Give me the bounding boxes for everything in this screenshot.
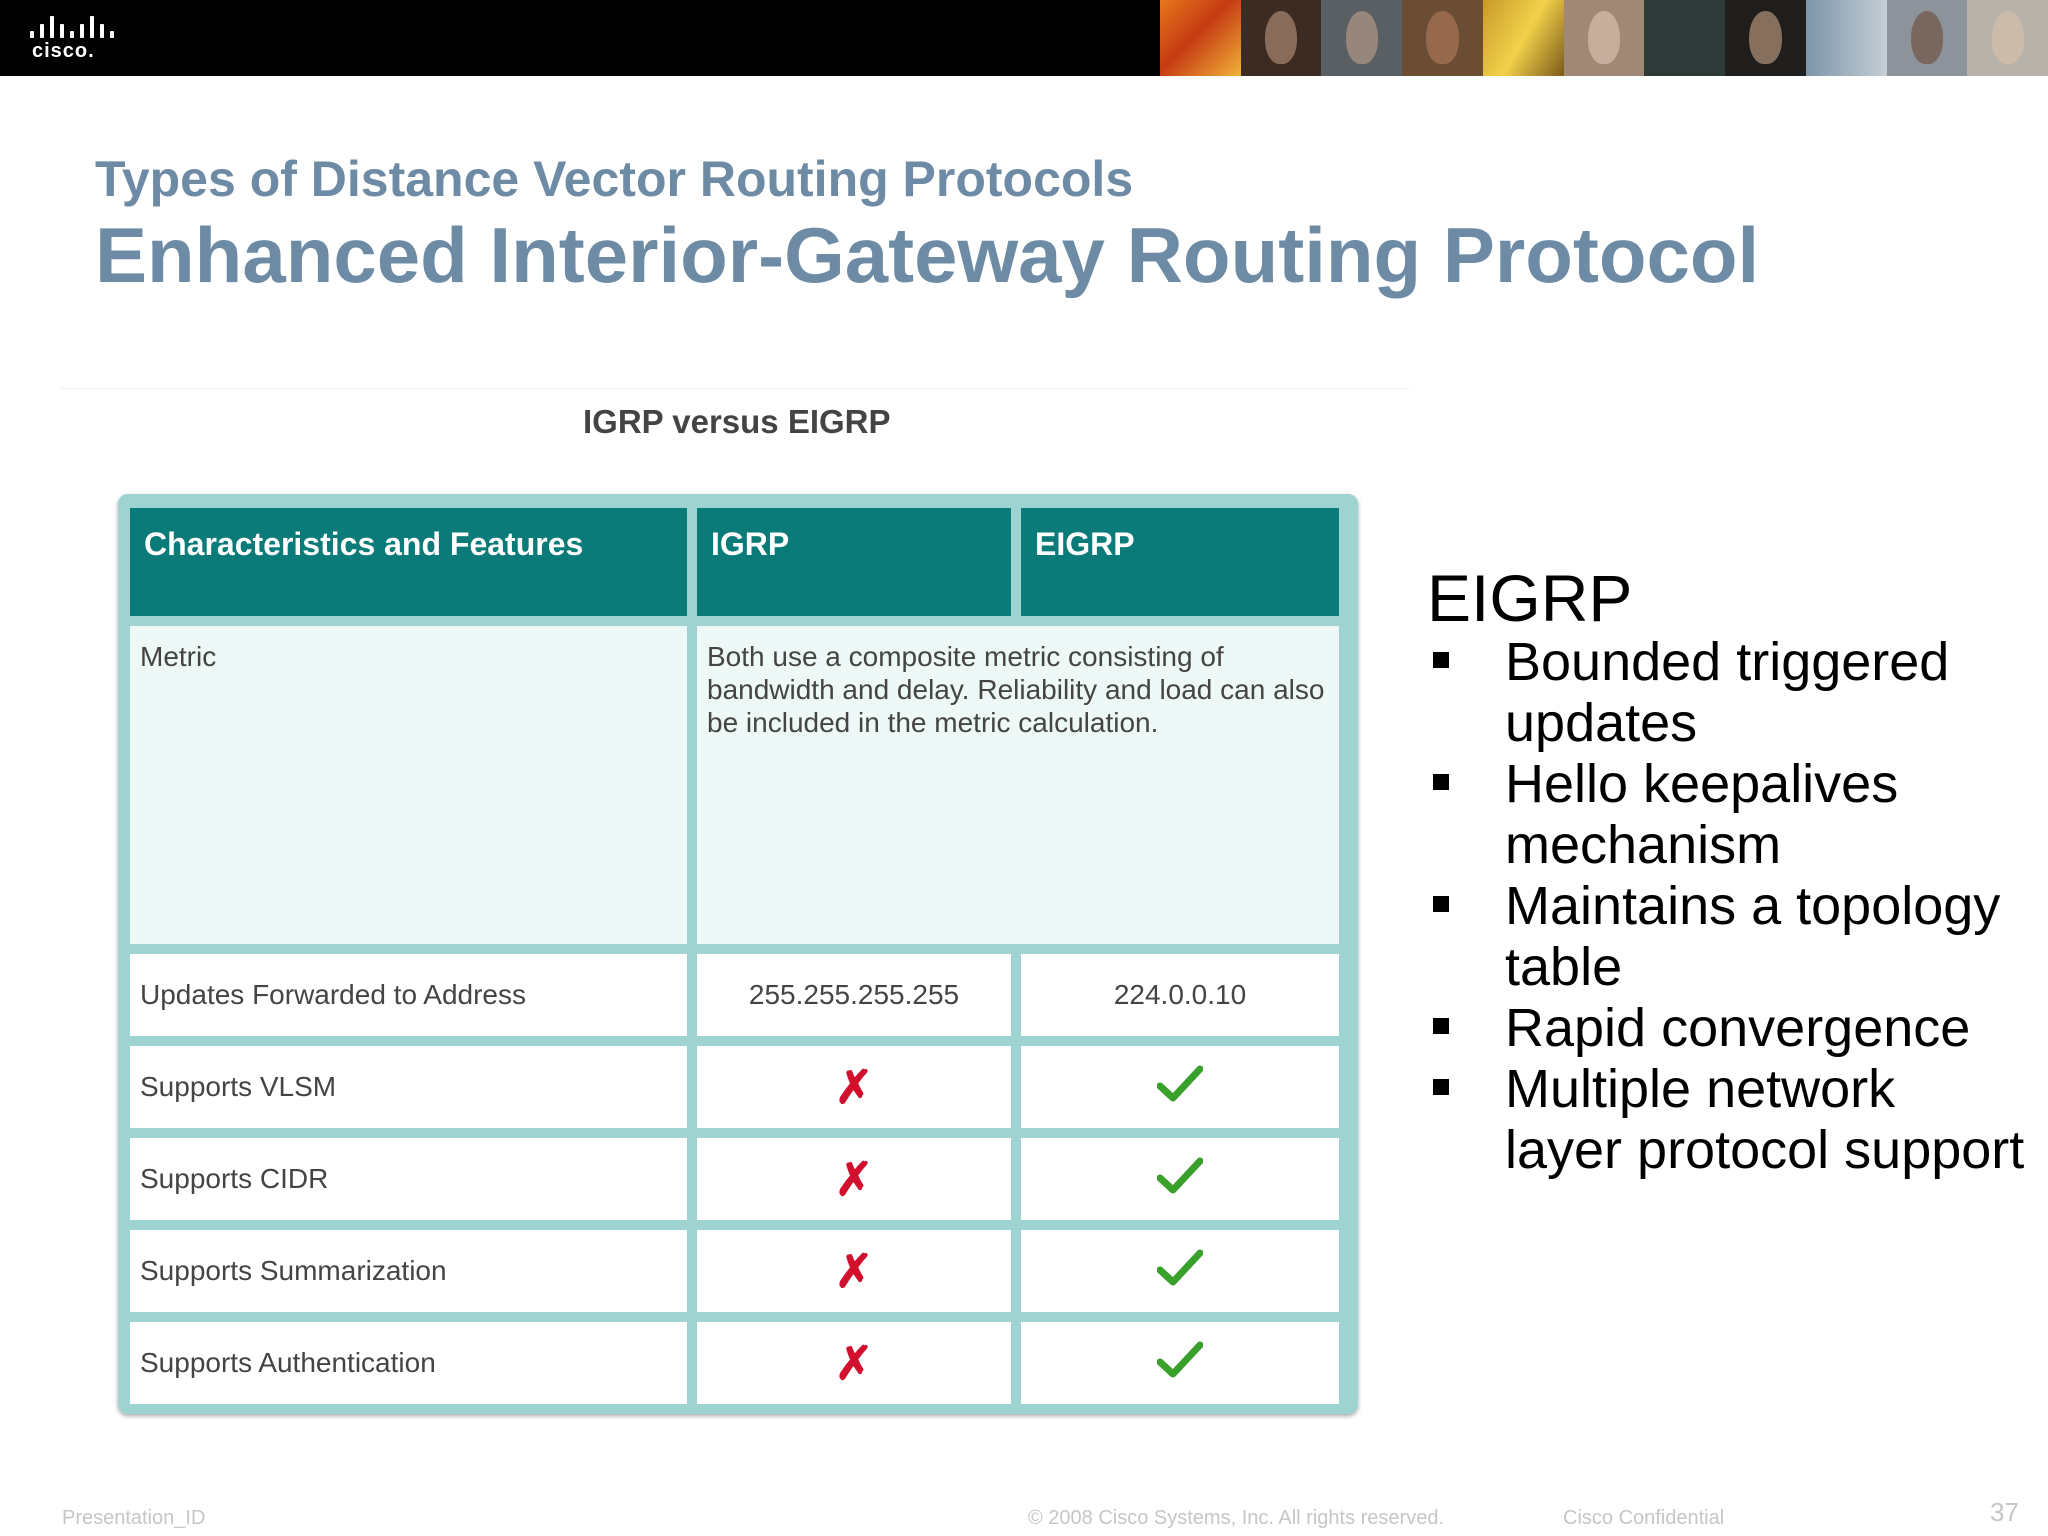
cross-icon: ✗ xyxy=(834,1153,874,1205)
row-label: Metric xyxy=(130,626,687,944)
bullet-text: Rapid convergence xyxy=(1505,998,1971,1058)
table-row xyxy=(130,1322,1339,1404)
figure-divider xyxy=(60,388,1410,389)
igrp-cell xyxy=(697,1138,1011,1220)
footer-presentation-id: Presentation_ID xyxy=(62,1507,206,1529)
cross-icon: ✗ xyxy=(834,1245,874,1297)
check-icon xyxy=(1157,1156,1203,1196)
photo-woman-portrait xyxy=(1241,0,1322,76)
table-row xyxy=(130,1046,1339,1128)
cisco-logo xyxy=(30,14,120,64)
table-row xyxy=(130,1138,1339,1220)
eigrp-cell xyxy=(1021,1138,1339,1220)
cross-icon: ✗ xyxy=(834,1337,874,1389)
figure-caption: IGRP versus EIGRP xyxy=(583,403,891,440)
table-row xyxy=(130,1230,1339,1312)
bullet-square-icon xyxy=(1433,896,1449,912)
check-icon xyxy=(1157,1064,1203,1104)
photo-orange-abstract xyxy=(1160,0,1241,76)
bullet-item xyxy=(1427,754,2027,876)
row-label: Supports Authentication xyxy=(130,1322,687,1404)
top-banner xyxy=(0,0,2048,76)
bullet-text: Maintains a topology table xyxy=(1505,876,2001,997)
row-label: Supports CIDR xyxy=(130,1138,687,1220)
slide-subtitle: Types of Distance Vector Routing Protocols xyxy=(95,151,1134,207)
photo-student xyxy=(1564,0,1645,76)
igrp-address: 255.255.255.255 xyxy=(697,954,1011,1036)
metric-description: Both use a composite metric consisting of bandwidth and delay. Reliability and load can also be included in the metric calculation. xyxy=(697,626,1339,944)
bullet-text: Hello keepalives mechanism xyxy=(1505,754,1899,875)
footer-confidential: Cisco Confidential xyxy=(1563,1507,1725,1529)
comparison-table-frame xyxy=(118,494,1358,1414)
bullet-item xyxy=(1427,998,2027,1059)
eigrp-heading: EIGRP xyxy=(1427,561,1633,635)
cross-icon: ✗ xyxy=(834,1061,874,1113)
slide-title: Enhanced Interior-Gateway Routing Protocol xyxy=(95,211,1760,299)
eigrp-cell xyxy=(1021,1046,1339,1128)
bullet-text: Multiple network layer protocol support xyxy=(1505,1059,2025,1180)
bullet-square-icon xyxy=(1433,1018,1449,1034)
bullet-square-icon xyxy=(1433,774,1449,790)
bullet-square-icon xyxy=(1433,1079,1449,1095)
bullet-text: Bounded triggered updates xyxy=(1505,632,1950,753)
photo-woman-smiling xyxy=(1725,0,1806,76)
row-label: Supports Summarization xyxy=(130,1230,687,1312)
photo-chalkboard xyxy=(1644,0,1725,76)
photo-classroom xyxy=(1806,0,1887,76)
photo-man-in-suit xyxy=(1321,0,1402,76)
bullet-item xyxy=(1427,876,2027,998)
cisco-bars-icon xyxy=(30,14,112,38)
eigrp-cell xyxy=(1021,1230,1339,1312)
table-header-row xyxy=(130,508,1339,616)
column-header-eigrp: EIGRP xyxy=(1021,508,1339,616)
igrp-cell xyxy=(697,1046,1011,1128)
check-icon xyxy=(1157,1248,1203,1288)
footer-copyright: © 2008 Cisco Systems, Inc. All rights reserved. xyxy=(1028,1507,1445,1529)
bullet-item xyxy=(1427,632,2027,754)
photo-young-man xyxy=(1402,0,1483,76)
photo-man-with-cap xyxy=(1967,0,2048,76)
column-header-features: Characteristics and Features xyxy=(130,508,687,616)
table-row-address xyxy=(130,954,1339,1036)
photo-strip xyxy=(1160,0,2048,76)
bullet-item xyxy=(1427,1059,2027,1181)
row-label: Updates Forwarded to Address xyxy=(130,954,687,1036)
row-label: Supports VLSM xyxy=(130,1046,687,1128)
photo-yellow-abstract xyxy=(1483,0,1564,76)
eigrp-address: 224.0.0.10 xyxy=(1021,954,1339,1036)
photo-man-portrait xyxy=(1887,0,1968,76)
igrp-cell xyxy=(697,1322,1011,1404)
eigrp-cell xyxy=(1021,1322,1339,1404)
page-number: 37 xyxy=(1990,1497,2019,1527)
igrp-cell xyxy=(697,1230,1011,1312)
check-icon xyxy=(1157,1340,1203,1380)
bullet-square-icon xyxy=(1433,652,1449,668)
column-header-igrp: IGRP xyxy=(697,508,1011,616)
eigrp-bullet-list xyxy=(1427,632,2027,1181)
table-row-metric xyxy=(130,626,1339,944)
comparison-table xyxy=(120,498,1349,1414)
logo-word: cisco. xyxy=(32,40,95,62)
